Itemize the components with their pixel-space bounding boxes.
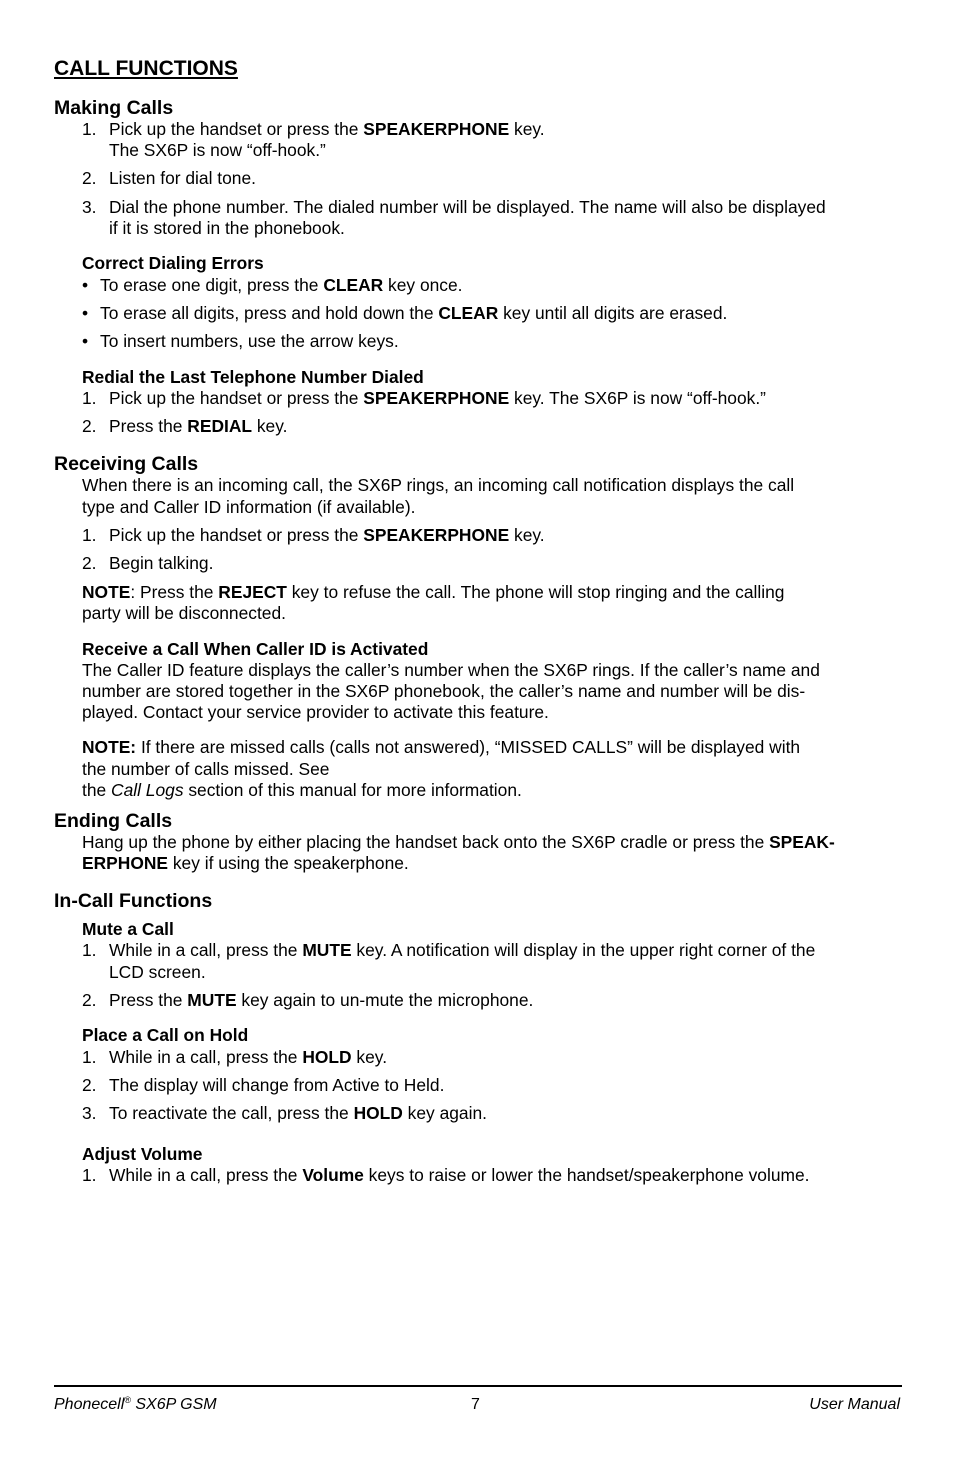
ending-para-line-1: Hang up the phone by either placing the handset back onto the SX6P cradle or press the SPEAK- (82, 832, 835, 852)
in-call-functions-heading: In-Call Functions (54, 890, 213, 912)
ending-para-line-2: ERPHONE key if using the speakerphone. (82, 853, 409, 873)
volume-heading: Adjust Volume (82, 1144, 203, 1164)
receiving-note-line-2: party will be disconnected. (82, 603, 286, 623)
step-number: 1. (82, 388, 97, 408)
mute-step-1-cont: LCD screen. (109, 962, 206, 982)
caller-id-note-line-3: the Call Logs section of this manual for more information. (82, 780, 522, 800)
step-number: 2. (82, 1075, 97, 1095)
footer-page-number: 7 (471, 1396, 480, 1413)
step-number: 3. (82, 197, 97, 217)
volume-step-1: While in a call, press the Volume keys to raise or lower the handset/speakerphone volume. (109, 1165, 810, 1185)
bullet: • (82, 275, 89, 295)
caller-id-para-line-1: The Caller ID feature displays the caller’s number when the SX6P rings. If the caller’s name and (82, 660, 820, 680)
footer-manual-label: User Manual (809, 1396, 900, 1413)
receiving-para-line-1: When there is an incoming call, the SX6P rings, an incoming call notification displays the call (82, 475, 795, 495)
step-number: 3. (82, 1103, 97, 1123)
caller-id-para-line-2: number are stored together in the SX6P phonebook, the caller’s name and number will be dis- (82, 681, 806, 701)
step-number: 2. (82, 990, 97, 1010)
step-number: 2. (82, 416, 97, 436)
step-number: 2. (82, 168, 97, 188)
making-step-1: Pick up the handset or press the SPEAKERPHONE key. (109, 119, 545, 139)
footer-product-name: Phonecell® SX6P GSM (54, 1395, 217, 1413)
receiving-step-1: Pick up the handset or press the SPEAKERPHONE key. (109, 525, 545, 545)
receiving-note-line-1: NOTE: Press the REJECT key to refuse the call. The phone will stop ringing and the calling (82, 582, 785, 602)
caller-id-heading: Receive a Call When Caller ID is Activated (82, 639, 429, 659)
footer-divider (54, 1385, 902, 1387)
bullet: • (82, 303, 89, 323)
ending-calls-heading: Ending Calls (54, 810, 173, 832)
making-calls-heading: Making Calls (54, 97, 174, 119)
hold-step-1: While in a call, press the HOLD key. (109, 1047, 388, 1067)
page-title: CALL FUNCTIONS (54, 57, 238, 80)
step-number: 1. (82, 940, 97, 960)
redial-heading: Redial the Last Telephone Number Dialed (82, 367, 424, 387)
correct-bullet-2: To erase all digits, press and hold down the CLEAR key until all digits are erased. (100, 303, 728, 323)
bullet: • (82, 331, 89, 351)
making-step-2: Listen for dial tone. (109, 168, 256, 188)
caller-id-note-line-2: the number of calls missed. See (82, 759, 330, 779)
step-number: 1. (82, 1165, 97, 1185)
step-number: 1. (82, 119, 97, 139)
step-number: 2. (82, 553, 97, 573)
mute-heading: Mute a Call (82, 919, 174, 939)
redial-step-2: Press the REDIAL key. (109, 416, 288, 436)
making-step-1-note: The SX6P is now “off-hook.” (109, 140, 326, 160)
hold-step-2: The display will change from Active to Held. (109, 1075, 445, 1095)
making-step-3: Dial the phone number. The dialed number will be displayed. The name will also be displayed (109, 197, 826, 217)
step-number: 1. (82, 525, 97, 545)
caller-id-note-line-1: NOTE: If there are missed calls (calls not answered), “MISSED CALLS” will be displayed with (82, 737, 801, 757)
hold-heading: Place a Call on Hold (82, 1025, 249, 1045)
receiving-calls-heading: Receiving Calls (54, 453, 199, 475)
hold-step-3: To reactivate the call, press the HOLD key again. (109, 1103, 487, 1123)
mute-step-1: While in a call, press the MUTE key. A notification will display in the upper right corner of the (109, 940, 816, 960)
step-number: 1. (82, 1047, 97, 1067)
receiving-step-2: Begin talking. (109, 553, 214, 573)
making-step-3-cont: if it is stored in the phonebook. (109, 218, 345, 238)
correct-bullet-1: To erase one digit, press the CLEAR key once. (100, 275, 463, 295)
redial-step-1: Pick up the handset or press the SPEAKERPHONE key. The SX6P is now “off-hook.” (109, 388, 766, 408)
caller-id-para-line-3: played. Contact your service provider to activate this feature. (82, 702, 549, 722)
mute-step-2: Press the MUTE key again to un-mute the microphone. (109, 990, 534, 1010)
correct-bullet-3: To insert numbers, use the arrow keys. (100, 331, 399, 351)
correct-errors-heading: Correct Dialing Errors (82, 253, 264, 273)
receiving-para-line-2: type and Caller ID information (if available). (82, 497, 416, 517)
